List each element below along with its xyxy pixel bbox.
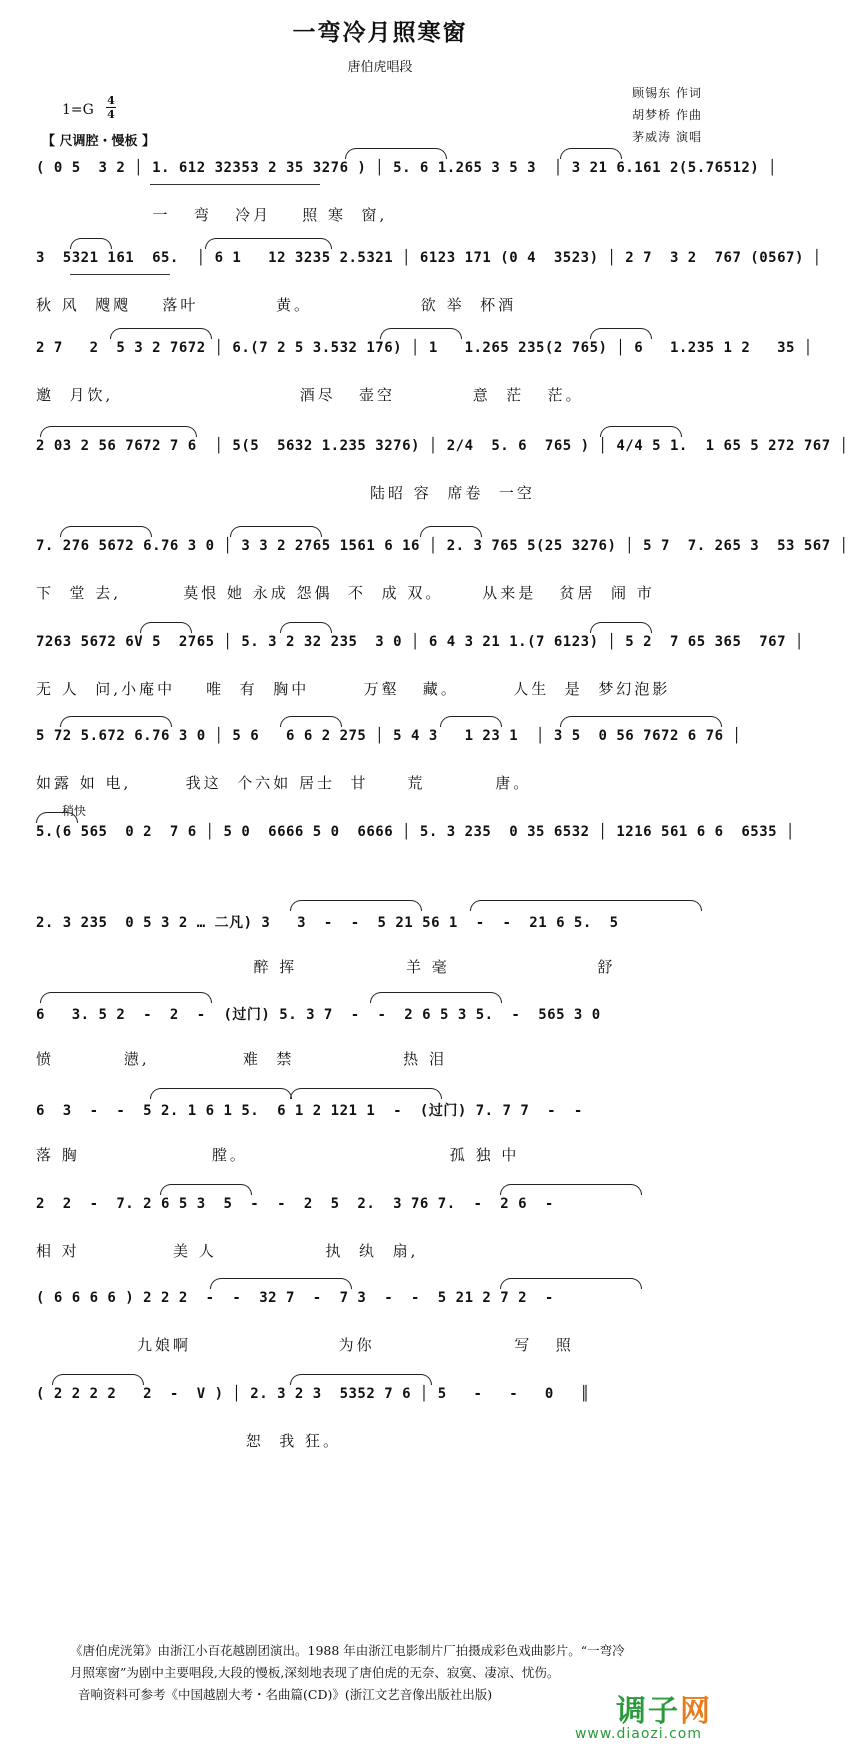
slur-mark — [230, 526, 322, 537]
lyric-line: 醉 挥 羊 毫 舒 — [36, 958, 616, 976]
slur-mark — [52, 1374, 144, 1385]
slur-mark — [40, 426, 197, 437]
slur-mark — [60, 526, 152, 537]
notation-line: ( 2 2 2 2 2 - V ) │ 2. 3 2 3 5352 7 6 │ 5 - - 0 ║ — [36, 1386, 590, 1402]
slur-mark — [470, 900, 702, 911]
slur-mark — [150, 1088, 292, 1099]
slur-mark — [70, 238, 112, 249]
underline-beam — [150, 184, 320, 185]
footnote — [70, 1640, 690, 1706]
slur-mark — [500, 1184, 642, 1195]
time-signature — [106, 95, 116, 120]
watermark-url: www.diaozi.com — [574, 1726, 702, 1742]
slur-mark — [560, 148, 622, 159]
key-signature: 1=G — [62, 102, 94, 118]
underline-beam — [70, 274, 170, 275]
slur-mark — [290, 1088, 442, 1099]
lyric-line: 恕 我 狂。 — [36, 1432, 342, 1450]
lyric-line: 下 堂 去, 莫恨 她 永成 怨偶 不 成 双。 从来是 贫居 闹 市 — [36, 584, 655, 602]
watermark-brand-b: 网 — [680, 1694, 712, 1729]
slur-mark — [600, 426, 682, 437]
composer-credit: 胡梦桥 作曲 — [632, 108, 702, 122]
notation-line: 5.(6 565 0 2 7 6 │ 5 0 6666 5 0 6666 │ 5. 3 235 0 35 6532 │ 1216 561 6 6 6535 │ — [36, 824, 795, 840]
lyric-line: 相 对 美 人 执 纨 扇, — [36, 1242, 419, 1260]
notation-line: 7. 276 5672 6.76 3 0 │ 3 3 2 2765 1561 6 16 │ 2. 3 765 5(25 3276) │ 5 7 7. 265 3 53 567 │ — [36, 538, 849, 554]
slur-mark — [590, 622, 652, 633]
slur-mark — [160, 1184, 252, 1195]
slur-mark — [380, 328, 462, 339]
slur-mark — [205, 238, 332, 249]
footnote-line-2: 月照寒窗”为剧中主要唱段,大段的慢板,深刻地表现了唐伯虎的无奈、寂寞、凄凉、忧伤。 — [70, 1665, 560, 1680]
score-row-14 — [0, 1386, 760, 1496]
page-subtitle: 唐伯虎唱段 — [347, 60, 413, 75]
slur-mark — [280, 622, 332, 633]
slur-mark — [345, 148, 447, 159]
score-row-7 — [0, 728, 760, 838]
meter-top: 4 — [107, 94, 115, 107]
page-title: 一弯冷月照寒窗 — [292, 19, 468, 46]
notation-line: 7263 5672 6V 5 2765 │ 5. 3 2 32 235 3 0 │ 6 4 3 21 1.(7 6123) │ 5 2 7 65 365 767 │ — [36, 634, 804, 650]
slur-mark — [440, 716, 502, 727]
lyric-line: 秋 风 飕飕 落叶 黄。 欲 举 杯酒 — [36, 296, 517, 314]
slur-mark — [500, 1278, 642, 1289]
tempo-change-mark: 稍快 — [62, 804, 87, 818]
meter-bottom: 4 — [107, 108, 115, 121]
slur-mark — [40, 992, 212, 1003]
notation-line: 3 5321 161 65. │ 6 1 12 3235 2.5321 │ 6123 171 (0 4 3523) │ 2 7 3 2 767 (0567) │ — [36, 250, 822, 266]
lyric-line: 愤 懑, 难 禁 热 泪 — [36, 1050, 447, 1068]
notation-line: 2. 3 235 0 5 3 2 … 二凡) 3 3 - - 5 21 56 1 - - 21 6 5. 5 — [36, 915, 619, 931]
slur-mark — [280, 716, 342, 727]
notation-line: ( 0 5 3 2 │ 1. 612 32353 2 35 3276 ) │ 5. 6 1.265 3 5 3 │ 3 21 6.161 2(5.76512) │ — [36, 160, 778, 176]
lyric-line: 一 弯 冷月 照 寒 窗, — [36, 206, 388, 224]
slur-mark — [60, 716, 172, 727]
notation-line: ( 6 6 6 6 ) 2 2 2 - - 32 7 - 7 3 - - 5 21 2 7 2 - — [36, 1290, 554, 1306]
lyric-line: 邀 月饮, 酒尽 壶空 意 茫 茫。 — [36, 386, 584, 404]
notation-line: 2 2 - 7. 2 6 5 3 5 - - 2 5 2. 3 76 7. - 2 6 - — [36, 1196, 554, 1212]
lyric-line: 落 胸 膛。 孤 独 中 — [36, 1146, 520, 1164]
slur-mark — [590, 328, 652, 339]
watermark-logo — [616, 1686, 712, 1730]
notation-line: 6 3 - - 5 2. 1 6 1 5. 6 1 2 121 1 - (过门) 7. 7 7 - - — [36, 1103, 583, 1119]
lyric-line: 陆昭 容 席卷 一空 — [36, 484, 535, 502]
footnote-line-3: 音响资料可参考《中国越剧大考・名曲篇(CD)》(浙江文艺音像出版社出版) — [78, 1687, 493, 1702]
slur-mark — [370, 992, 502, 1003]
slur-mark — [210, 1278, 352, 1289]
slur-mark — [140, 622, 192, 633]
slur-mark — [110, 328, 212, 339]
slur-mark — [290, 900, 422, 911]
lyricist-credit: 顾锡东 作词 — [632, 86, 702, 100]
footnote-line-1: 《唐伯虎洸第》由浙江小百花越剧团演出。1988 年由浙江电影制片厂拍摄成彩色戏曲影片。“一弯冷 — [70, 1643, 625, 1658]
lyric-line: 无 人 问,小庵中 唯 有 胸中 万壑 藏。 人生 是 梦幻泡影 — [36, 680, 671, 698]
singer-credit: 茅威涛 演唱 — [632, 130, 702, 144]
watermark-brand-a: 调子 — [616, 1694, 680, 1729]
slur-mark — [36, 812, 78, 823]
lyric-line — [36, 868, 732, 892]
slur-mark — [560, 716, 722, 727]
tempo-style: 【 尺调腔・慢板 】 — [42, 134, 156, 149]
notation-line: 6 3. 5 2 - 2 - (过门) 5. 3 7 - - 2 6 5 3 5. - 565 3 0 — [36, 1007, 601, 1023]
lyric-line: 如露 如 电, 我这 个六如 居士 甘 荒 唐。 — [36, 774, 532, 792]
notation-line: 5 72 5.672 6.76 3 0 │ 5 6 6 6 2 275 │ 5 4 3 1 23 1 │ 3 5 0 56 7672 6 76 │ — [36, 728, 742, 744]
notation-line: 2 7 2 5 3 2 7672 │ 6.(7 2 5 3.532 176) │ 1 1.265 235(2 765) │ 6 1.235 1 2 35 │ — [36, 340, 813, 356]
notation-line: 2 03 2 56 7672 7 6 │ 5(5 5632 1.235 3276) │ 2/4 5. 6 765 ) │ 4/4 5 1. 1 65 5 272 767 │ — [36, 438, 849, 454]
slur-mark — [420, 526, 482, 537]
score-row-11 — [0, 1100, 760, 1210]
lyric-line: 九娘啊 为你 写 照 — [36, 1336, 574, 1354]
slur-mark — [290, 1374, 432, 1385]
